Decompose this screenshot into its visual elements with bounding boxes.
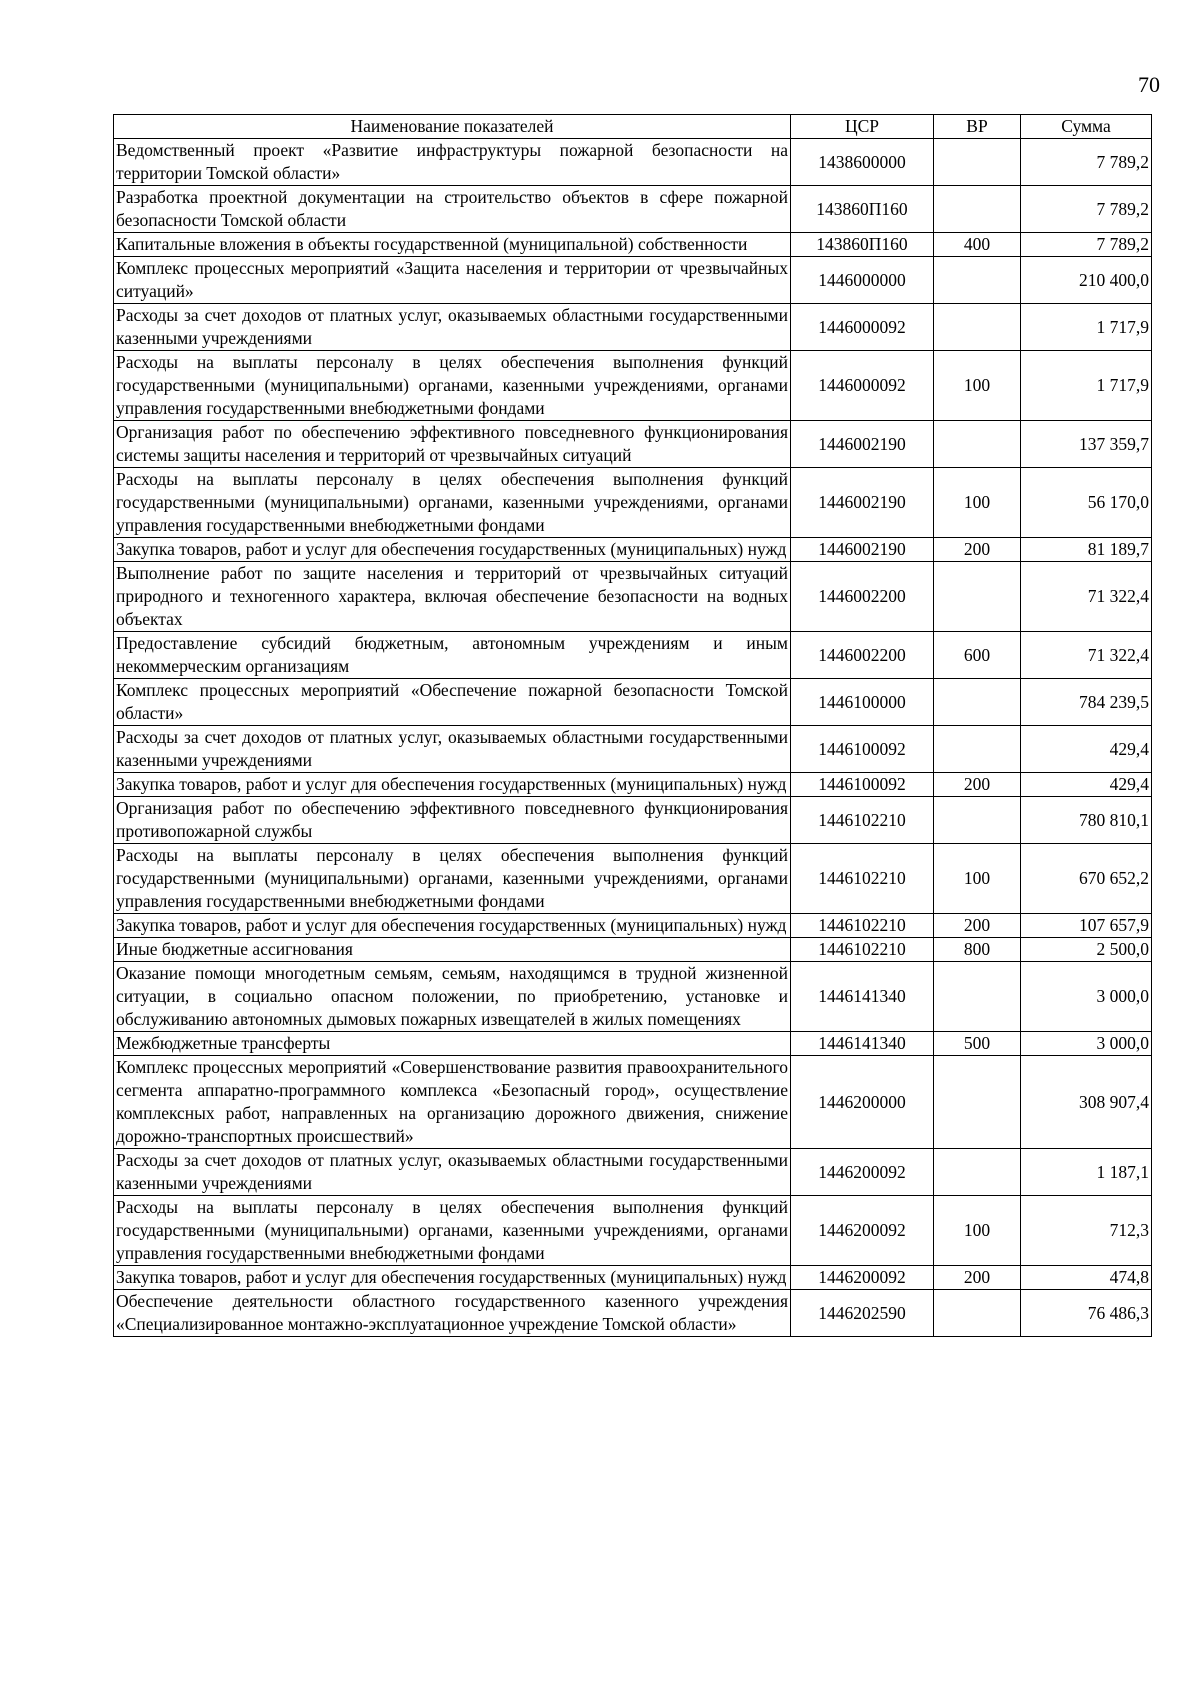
row-vr: 100 (934, 844, 1021, 914)
row-name: Выполнение работ по защите населения и территорий от чрезвычайных ситуаций природного и техногенного характера, включая обеспечение безопасности на водных объектах (114, 562, 791, 632)
row-sum: 784 239,5 (1021, 679, 1152, 726)
row-code: 1446102210 (791, 938, 934, 962)
row-code: 1446100000 (791, 679, 934, 726)
row-sum: 1 717,9 (1021, 351, 1152, 421)
row-sum: 71 322,4 (1021, 562, 1152, 632)
table-row (114, 1056, 1152, 1149)
row-vr (934, 562, 1021, 632)
row-vr: 800 (934, 938, 1021, 962)
table-row (114, 962, 1152, 1032)
table-row (114, 1290, 1152, 1337)
row-sum: 7 789,2 (1021, 233, 1152, 257)
row-sum: 81 189,7 (1021, 538, 1152, 562)
row-name: Расходы на выплаты персоналу в целях обеспечения выполнения функций государственными (муниципальными) органами, казенными учреждениями, органами управления государственными внебюджетными фондами (114, 1196, 791, 1266)
row-sum: 71 322,4 (1021, 632, 1152, 679)
table-row (114, 421, 1152, 468)
page-number: 70 (1138, 72, 1160, 97)
table-row (114, 257, 1152, 304)
row-sum: 429,4 (1021, 726, 1152, 773)
row-code: 1446100092 (791, 773, 934, 797)
row-name: Расходы за счет доходов от платных услуг, оказываемых областными государственными казенными учреждениями (114, 1149, 791, 1196)
row-code: 1446002190 (791, 468, 934, 538)
row-vr: 100 (934, 468, 1021, 538)
row-sum: 1 717,9 (1021, 304, 1152, 351)
table-row (114, 1266, 1152, 1290)
row-sum: 712,3 (1021, 1196, 1152, 1266)
table-row (114, 186, 1152, 233)
row-sum: 7 789,2 (1021, 139, 1152, 186)
row-sum: 429,4 (1021, 773, 1152, 797)
row-sum: 308 907,4 (1021, 1056, 1152, 1149)
table-row (114, 914, 1152, 938)
row-name: Оказание помощи многодетным семьям, семьям, находящимся в трудной жизненной ситуации, в социально опасном положении, по приобретению, установке и обслуживанию автономных дымовых пожарных извещателей в жилых помещениях (114, 962, 791, 1032)
row-name: Закупка товаров, работ и услуг для обеспечения государственных (муниципальных) нужд (114, 914, 791, 938)
row-vr: 500 (934, 1032, 1021, 1056)
row-code: 1446000092 (791, 304, 934, 351)
row-code: 1446102210 (791, 914, 934, 938)
table-row (114, 726, 1152, 773)
table-row (114, 562, 1152, 632)
row-name: Расходы за счет доходов от платных услуг, оказываемых областными государственными казенными учреждениями (114, 304, 791, 351)
row-code: 1446002200 (791, 632, 934, 679)
row-name: Закупка товаров, работ и услуг для обеспечения государственных (муниципальных) нужд (114, 773, 791, 797)
row-name: Межбюджетные трансферты (114, 1032, 791, 1056)
row-name: Расходы на выплаты персоналу в целях обеспечения выполнения функций государственными (муниципальными) органами, казенными учреждениями, органами управления государственными внебюджетными фондами (114, 468, 791, 538)
row-sum: 137 359,7 (1021, 421, 1152, 468)
table-row (114, 797, 1152, 844)
row-code: 1446102210 (791, 797, 934, 844)
row-code: 1446202590 (791, 1290, 934, 1337)
table-row (114, 304, 1152, 351)
row-name: Комплекс процессных мероприятий «Защита населения и территории от чрезвычайных ситуаций» (114, 257, 791, 304)
table-row (114, 468, 1152, 538)
row-code: 1446200092 (791, 1149, 934, 1196)
table-row (114, 632, 1152, 679)
row-vr (934, 186, 1021, 233)
table-row (114, 938, 1152, 962)
row-sum: 107 657,9 (1021, 914, 1152, 938)
row-sum: 2 500,0 (1021, 938, 1152, 962)
row-vr: 400 (934, 233, 1021, 257)
row-code: 1446141340 (791, 962, 934, 1032)
row-sum: 1 187,1 (1021, 1149, 1152, 1196)
row-code: 1446102210 (791, 844, 934, 914)
row-sum: 210 400,0 (1021, 257, 1152, 304)
row-vr: 200 (934, 914, 1021, 938)
row-sum: 3 000,0 (1021, 962, 1152, 1032)
row-sum: 7 789,2 (1021, 186, 1152, 233)
row-sum: 76 486,3 (1021, 1290, 1152, 1337)
row-vr (934, 1290, 1021, 1337)
row-vr (934, 1149, 1021, 1196)
row-code: 1446200000 (791, 1056, 934, 1149)
row-vr (934, 421, 1021, 468)
row-name: Расходы на выплаты персоналу в целях обеспечения выполнения функций государственными (муниципальными) органами, казенными учреждениями, органами управления государственными внебюджетными фондами (114, 351, 791, 421)
row-name: Предоставление субсидий бюджетным, автономным учреждениям и иным некоммерческим организациям (114, 632, 791, 679)
row-vr (934, 1056, 1021, 1149)
row-code: 1446002190 (791, 421, 934, 468)
row-name: Комплекс процессных мероприятий «Обеспечение пожарной безопасности Томской области» (114, 679, 791, 726)
row-sum: 474,8 (1021, 1266, 1152, 1290)
row-code: 1446141340 (791, 1032, 934, 1056)
row-vr (934, 962, 1021, 1032)
row-code: 1446000092 (791, 351, 934, 421)
row-name: Обеспечение деятельности областного государственного казенного учреждения «Специализированное монтажно-эксплуатационное учреждение Томской области» (114, 1290, 791, 1337)
row-sum: 670 652,2 (1021, 844, 1152, 914)
row-vr: 200 (934, 1266, 1021, 1290)
table-body (114, 139, 1152, 1337)
table-row (114, 1032, 1152, 1056)
row-sum: 56 170,0 (1021, 468, 1152, 538)
row-vr: 200 (934, 773, 1021, 797)
row-code: 1446200092 (791, 1266, 934, 1290)
table-row (114, 844, 1152, 914)
header-vr: ВР (934, 115, 1021, 139)
row-vr (934, 304, 1021, 351)
row-vr: 200 (934, 538, 1021, 562)
row-vr (934, 679, 1021, 726)
row-vr (934, 257, 1021, 304)
table-row (114, 351, 1152, 421)
row-code: 143860П160 (791, 186, 934, 233)
row-name: Капитальные вложения в объекты государственной (муниципальной) собственности (114, 233, 791, 257)
row-code: 1446000000 (791, 257, 934, 304)
row-name: Организация работ по обеспечению эффективного повседневного функционирования противопожарной службы (114, 797, 791, 844)
row-sum: 3 000,0 (1021, 1032, 1152, 1056)
table-row (114, 773, 1152, 797)
table-header-row (114, 115, 1152, 139)
budget-table (113, 114, 1152, 1337)
table-row (114, 139, 1152, 186)
table-row (114, 538, 1152, 562)
header-code: ЦСР (791, 115, 934, 139)
table-row (114, 233, 1152, 257)
table-row (114, 1149, 1152, 1196)
row-vr: 100 (934, 1196, 1021, 1266)
row-vr: 600 (934, 632, 1021, 679)
row-sum: 780 810,1 (1021, 797, 1152, 844)
row-name: Ведомственный проект «Развитие инфраструктуры пожарной безопасности на территории Томской области» (114, 139, 791, 186)
header-name: Наименование показателей (114, 115, 791, 139)
table-row (114, 679, 1152, 726)
row-name: Организация работ по обеспечению эффективного повседневного функционирования системы защиты населения и территорий от чрезвычайных ситуаций (114, 421, 791, 468)
row-name: Иные бюджетные ассигнования (114, 938, 791, 962)
row-vr (934, 139, 1021, 186)
row-name: Комплекс процессных мероприятий «Совершенствование развития правоохранительного сегмента аппаратно-программного комплекса «Безопасный город», осуществление комплексных работ, направленных на организацию дорожного движения, снижение дорожно-транспортных происшествий» (114, 1056, 791, 1149)
row-name: Расходы за счет доходов от платных услуг, оказываемых областными государственными казенными учреждениями (114, 726, 791, 773)
header-sum: Сумма (1021, 115, 1152, 139)
row-code: 1446200092 (791, 1196, 934, 1266)
row-name: Расходы на выплаты персоналу в целях обеспечения выполнения функций государственными (муниципальными) органами, казенными учреждениями, органами управления государственными внебюджетными фондами (114, 844, 791, 914)
row-code: 1446002190 (791, 538, 934, 562)
table-row (114, 1196, 1152, 1266)
row-name: Разработка проектной документации на строительство объектов в сфере пожарной безопасности Томской области (114, 186, 791, 233)
row-code: 1446100092 (791, 726, 934, 773)
row-code: 1446002200 (791, 562, 934, 632)
row-name: Закупка товаров, работ и услуг для обеспечения государственных (муниципальных) нужд (114, 1266, 791, 1290)
row-vr (934, 797, 1021, 844)
row-vr (934, 726, 1021, 773)
row-vr: 100 (934, 351, 1021, 421)
row-name: Закупка товаров, работ и услуг для обеспечения государственных (муниципальных) нужд (114, 538, 791, 562)
row-code: 143860П160 (791, 233, 934, 257)
row-code: 1438600000 (791, 139, 934, 186)
